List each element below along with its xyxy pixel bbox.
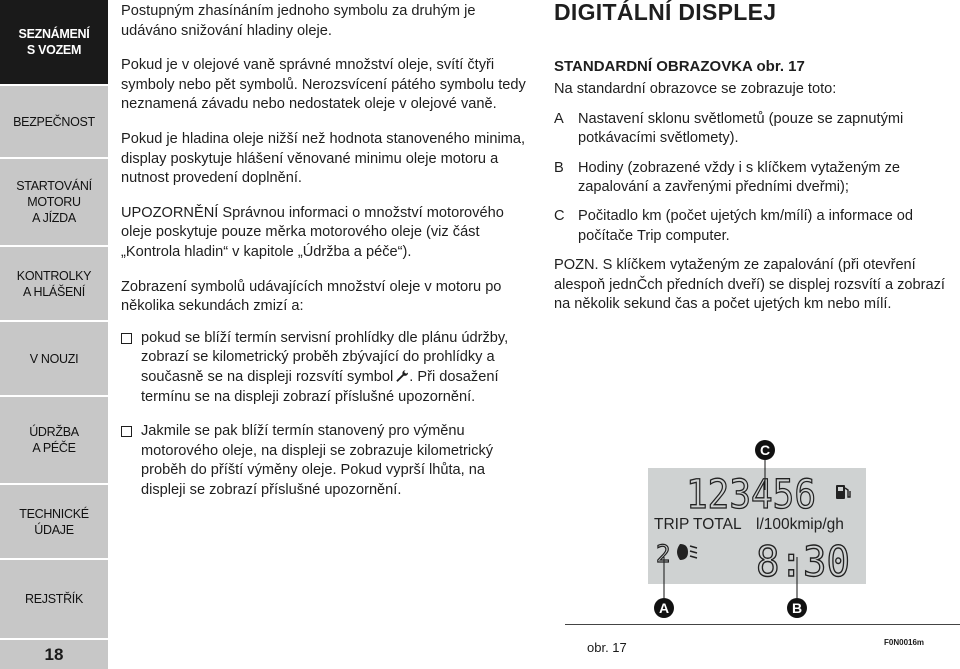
middle-column xyxy=(121,2,531,515)
list-item xyxy=(554,207,954,246)
callout-a-label: A xyxy=(658,600,670,616)
intro-text: Na standardní obrazovce se zobrazuje toto: xyxy=(554,81,837,98)
sidebar-item-rejstrik[interactable]: REJSTŘÍK xyxy=(0,560,108,638)
display-figure xyxy=(640,430,880,625)
sidebar-item-kontrolky[interactable]: KONTROLKY A HLÁŠENÍ xyxy=(0,247,108,320)
headlight-level: 2 xyxy=(656,540,671,568)
checkbox-bullet-icon xyxy=(121,333,132,344)
sidebar-item-startovani[interactable]: STARTOVÁNÍ MOTORU A JÍZDA xyxy=(0,159,108,245)
wrench-icon xyxy=(395,369,409,383)
item-label: B xyxy=(554,159,564,176)
sidebar-item-technicke[interactable]: TECHNICKÉ ÚDAJE xyxy=(0,485,108,558)
list-item xyxy=(121,422,531,500)
page-number: 18 xyxy=(0,640,108,669)
figure-divider xyxy=(565,624,960,625)
sidebar-item-v-nouzi[interactable]: V NOUZI xyxy=(0,322,108,395)
warning-paragraph: UPOZORNĚNÍ Správnou informaci o množství motorového oleje poskytuje pouze měrka motorového oleje (viz část „Kontrola hladin“ v kapitole „Údržba a péče“). xyxy=(121,204,504,260)
item-text: Počitadlo km (počet ujetých km/mílí) a informace od počítače Trip computer. xyxy=(578,208,913,244)
trip-label: TRIP TOTAL xyxy=(654,516,742,533)
figure-caption: obr. 17 xyxy=(587,640,627,655)
list-item xyxy=(554,159,954,198)
section-subtitle: STANDARDNÍ OBRAZOVKA obr. 17 xyxy=(554,58,805,75)
item-text: Nastavení sklonu světlometů (pouze se zapnutými potkávacími světlomety). xyxy=(578,110,904,147)
section-title: DIGITÁLNÍ DISPLEJ xyxy=(554,0,777,25)
callout-b-label: B xyxy=(791,600,803,616)
sidebar-item-seznameni[interactable]: SEZNÁMENÍ S VOZEM xyxy=(0,0,108,84)
callout-c-label: C xyxy=(759,442,771,458)
odometer-digits: 123456 xyxy=(686,472,816,518)
item-label: C xyxy=(554,208,565,225)
item-text: Hodiny (zobrazené vždy i s klíčkem vytaženým ze zapalování a zavřenými předními dveřmi); xyxy=(578,159,900,196)
list-item xyxy=(554,110,954,149)
bullet-text: . Při dosažení termínu se na displeji zobrazí příslušné upozornění. xyxy=(141,368,499,405)
right-column xyxy=(554,0,954,324)
paragraph: Zobrazení symbolů udávajících množství oleje v motoru po několika sekundách zmizí a: xyxy=(121,278,502,315)
chapter-sidebar xyxy=(0,0,108,669)
bullet-text: Jakmile se pak blíží termín stanovený pro výměnu motorového oleje, na displeji se zobrazuje kilometrický proběh do příští výměny oleje. Pokud vyprší lhůta, na displeji se zobrazí příslušné upozornění. xyxy=(141,423,494,498)
checkbox-bullet-icon xyxy=(121,426,132,437)
trip-unit: l/100kmip/gh xyxy=(756,516,844,533)
item-label: A xyxy=(554,110,564,127)
figure-code: F0N0016m xyxy=(884,638,925,647)
bullet-text: pokud se blíží termín servisní prohlídky dle plánu údržby, zobrazí se kilometrický proběh zbývající do prohlídky a současně se na displeji rozsvítí symbol xyxy=(141,329,509,385)
sidebar-item-bezpecnost[interactable]: BEZPEČNOST xyxy=(0,86,108,157)
paragraph: Pokud je v olejové vaně správné množství oleje, svítí čtyři symboly nebo pět symbolů. Nerozsvícení pátého symbolu tedy neznamená závadu nebo nedostatek oleje v olejové vaně. xyxy=(121,57,526,113)
list-item xyxy=(121,329,531,407)
clock-digits: 8:30 xyxy=(756,537,850,586)
sidebar-item-udrzba[interactable]: ÚDRŽBA A PÉČE xyxy=(0,397,108,483)
paragraph: Pokud je hladina oleje nižší než hodnota stanoveného minima, display poskytuje hlášení věnované minimu oleje motoru a nutnost provedení doplnění. xyxy=(121,130,526,187)
note-text: POZN. S klíčkem vytaženým ze zapalování (při otevření alespoň jednČch předních dveří) se displej rozsvítí a zobrazí na několik sekund čas a počet ujetých km nebo mílí. xyxy=(554,257,945,313)
paragraph: Postupným zhasínáním jednoho symbolu za druhým je udáváno snižování hladiny oleje. xyxy=(121,3,476,39)
